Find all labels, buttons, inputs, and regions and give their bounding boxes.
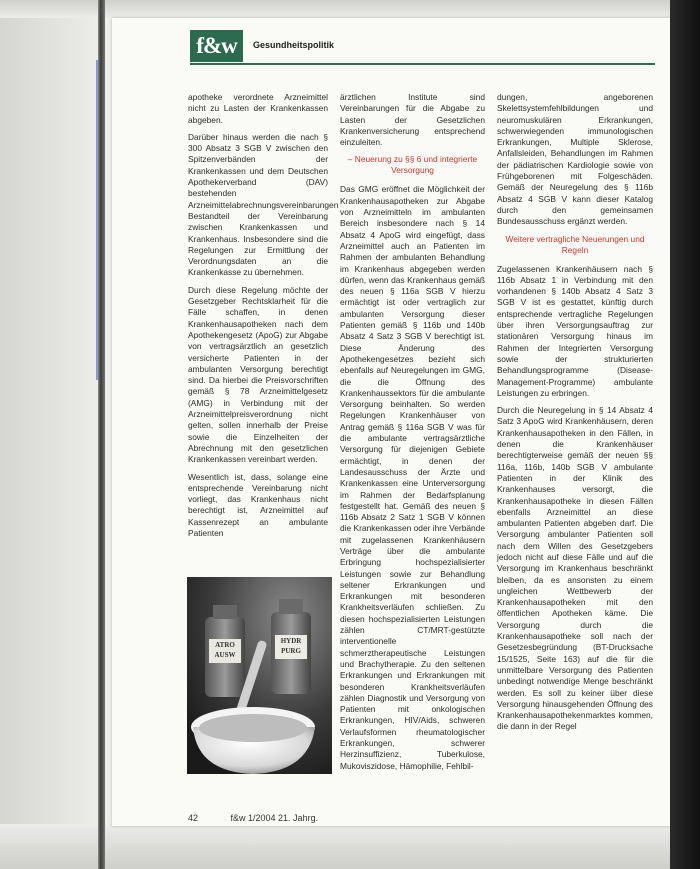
subheading: Weitere vertragliche Neuerungen und Regeln: [505, 233, 645, 255]
bottle-label: ATRO AUSW: [214, 641, 236, 659]
header-rule: [190, 63, 655, 65]
paragraph: ärztlichen Institute sind Vereinbarungen für die Abgabe zu Lasten der Gesetzlichen Krankenversicherung entsprechend einzuleiten.: [340, 92, 485, 148]
paragraph: Wesentlich ist, dass, solange eine entsprechende Vereinbarung nicht vorliegt, das Krankenhaus nicht berechtigt ist, Arzneimittel auf Kassenrezept an ambulante Patienten: [188, 471, 328, 538]
scan-margin-right: [670, 0, 700, 869]
paragraph: Zugelassenen Krankenhäusern nach § 116b Absatz 1 in Verbindung mit den vorhandenen § 140b Absatz 4 Satz 3 SGB V ist es gestattet, künftig durch entsprechende vertragliche Regelungen über ihren Versorgungsauftrag zur stationären Versorgung hinaus im Rahmen der Integrierten Versorgung sowie der strukturierten Behandlungsprogramme (Disease-Management-Programme) ambulante Leistungen zu erbringen.: [497, 263, 653, 398]
paragraph: Durch diese Regelung möchte der Gesetzgeber Rechtsklarheit für die Fälle schaffen, in denen Krankenhausapotheken nach dem Apothekengesetz (ApoG) zur Abgabe von vertragsärztlich an gesetzlich versicherte Patienten in der ambulanten Versorgung berechtigt sind. Da hierbei die Preisvorschriften gemäß § 78 Arzneimittelgesetz (AMG) in Verbindung mit der Arzneimittelpreisverordnung nicht gelten, sollen innerhalb der Preise sowie die Einzelheiten der Abrechnung mit den gesetzlichen Krankenkassen vereinbart werden.: [188, 284, 328, 465]
paragraph: apotheke verordnete Arzneimittel nicht zu Lasten der Krankenkassen abgeben.: [188, 92, 328, 125]
column-3: [497, 92, 653, 733]
photo-labels: [187, 577, 332, 774]
bottle-label: HYDR PURG: [280, 637, 302, 655]
column-1: [188, 92, 339, 539]
paragraph: Das GMG eröffnet die Möglichkeit der Krankenhausapotheken zur Abgabe von Arzneimitteln im ambulanten Bereich insbesondere nach § 14 Absatz 4 ApoG wird eingefügt, dass Arzneimittel auch an Patienten im Rahmen der ambulanten Behandlung im Krankenhaus abgegeben werden dürfen, wenn das Krankenhaus gemäß des neuen § 116a SGB V hierzu ermächtigt ist oder vertraglich zur ambulanten Versorgung dieser Patienten gemäß § 116b und 140b Absatz 4 Satz 3 SGB V berechtigt ist. Diese Änderung des Apothekengesetzes bezieht sich ebenfalls auf Neuregelungen im GMG, die die Öffnung des Krankenhaussektors für die ambulante Versorgung beinhalten. So werden Regelungen Krankenhäuser von Antrag gemäß § 116a SGB V was für die ambulante vertragsärztliche Versorgung für diejenigen Gebiete ermächtigt, in denen der Landesausschuss der Ärzte und Krankenkassen eine Unterversorgung im Rahmen der Bedarfsplanung festgestellt hat. Gemäß des neuen § 116b Absatz 2 Satz 1 SGB V können die Krankenkassen oder ihre Verbände mit zugelassenen Krankenhäusern Verträge über die ambulante Erbringung hochspezialisierter Leistungen sowie zur Behandlung seltener Erkrankungen und Erkrankungen mit besonderen Krankheitsverläufen schließen. Zu diesen hochspezialisierten Leistungen zählen CT/MRT-gestützte interventionelle schmerztherapeutische Leistungen und Brachytherapie. Zu den seltenen Erkrankungen und Erkrankungen mit besonderen Krankheitsverläufen zählen Diagnostik und Versorgung von Patienten mit onkologischen Erkrankungen, HIV/Aids, schweren Verlaufsformen rheumatologischer Erkrankungen, schwerer Herzinsuffizienz, Tuberkulose, Mukoviszidose, Hämophilie, Fehlbil-: [340, 184, 485, 771]
scan-margin-top: [0, 0, 700, 18]
section-title: Gesundheitspolitik: [253, 40, 335, 50]
book-spine: [98, 0, 105, 869]
paragraph: Darüber hinaus werden die nach § 300 Absatz 3 SGB V zwischen den Spitzenverbänden der Krankenkassen und dem Deutschen Apothekerverband (DAV) bestehenden Arzneimittelabrechnungsvereinbarungen Bestandteil der Vereinbarung zwischen Krankenkassen und Krankenhaus. Insbesondere sind die Regelungen zur Ermittlung der Verordnungsdaten an die Krankenkasse zu übernehmen.: [188, 131, 339, 278]
page-number: 42: [188, 813, 199, 823]
paragraph: Durch die Neuregelung in § 14 Absatz 4 Satz 3 ApoG wird Krankenhäusern, deren Krankenhausapotheken in den Fällen, in denen die Krankenhäuser berechtigterweise gemäß der neuen §§ 116a, 116b, 140b SGB V ambulante Patienten in der Klinik des Krankenhauses versorgt, die Krankenhausapotheke in diesen Fällen ebenfalls Arzneimittel an diese ambulanten Patienten abgeben darf. Die Versorgung ambulanter Patienten soll nach dem Willen des Gesetzgebers jedoch nicht auf diese Fälle und auf die Versorgung im Krankenhaus beschränkt bleiben, da es ansonsten zu einem ungleichen Wettbewerb der Krankenhausapotheken mit den öffentlichen Apotheken käme. Die Versorgung durch die Krankenhausapotheke soll nach der Gesetzesbegründung (BT-Drucksache 15/1525, Seite 163) auf die für die unmittelbare Versorgung des Patienten unbedingt notwendige Menge beschränkt werden. Es soll zu keiner über diese Versorgung hinausgehenden Öffnung des Krankenhausapothekenmarktes kommen, die dann in der Regel: [497, 405, 653, 732]
scan-margin-bottom: [0, 824, 700, 869]
subheading: – Neuerung zu §§ 6 und integrierte Versorgung: [347, 154, 478, 176]
page-footer: [188, 813, 318, 823]
brand-logo: f&w: [190, 30, 243, 62]
issue-info: f&w 1/2004 21. Jahrg.: [230, 813, 319, 823]
column-2: [340, 92, 485, 772]
paragraph: dungen, angeborenen Skelettsystemfehlbildungen und neuromuskulären Erkrankungen, schwerwiegenden immunologischen Erkrankungen, Multiple Sklerose, Anfallsleiden, Behandlungen im Rahmen der pädiatrischen Kardiologie sowie von Frühgeborenen mit Folgeschäden. Gemäß der Neuregelung des § 116b Absatz 4 SGB V kann dieser Katalog durch den gemeinsamen Bundesausschuss ergänzt werden.: [497, 92, 653, 227]
